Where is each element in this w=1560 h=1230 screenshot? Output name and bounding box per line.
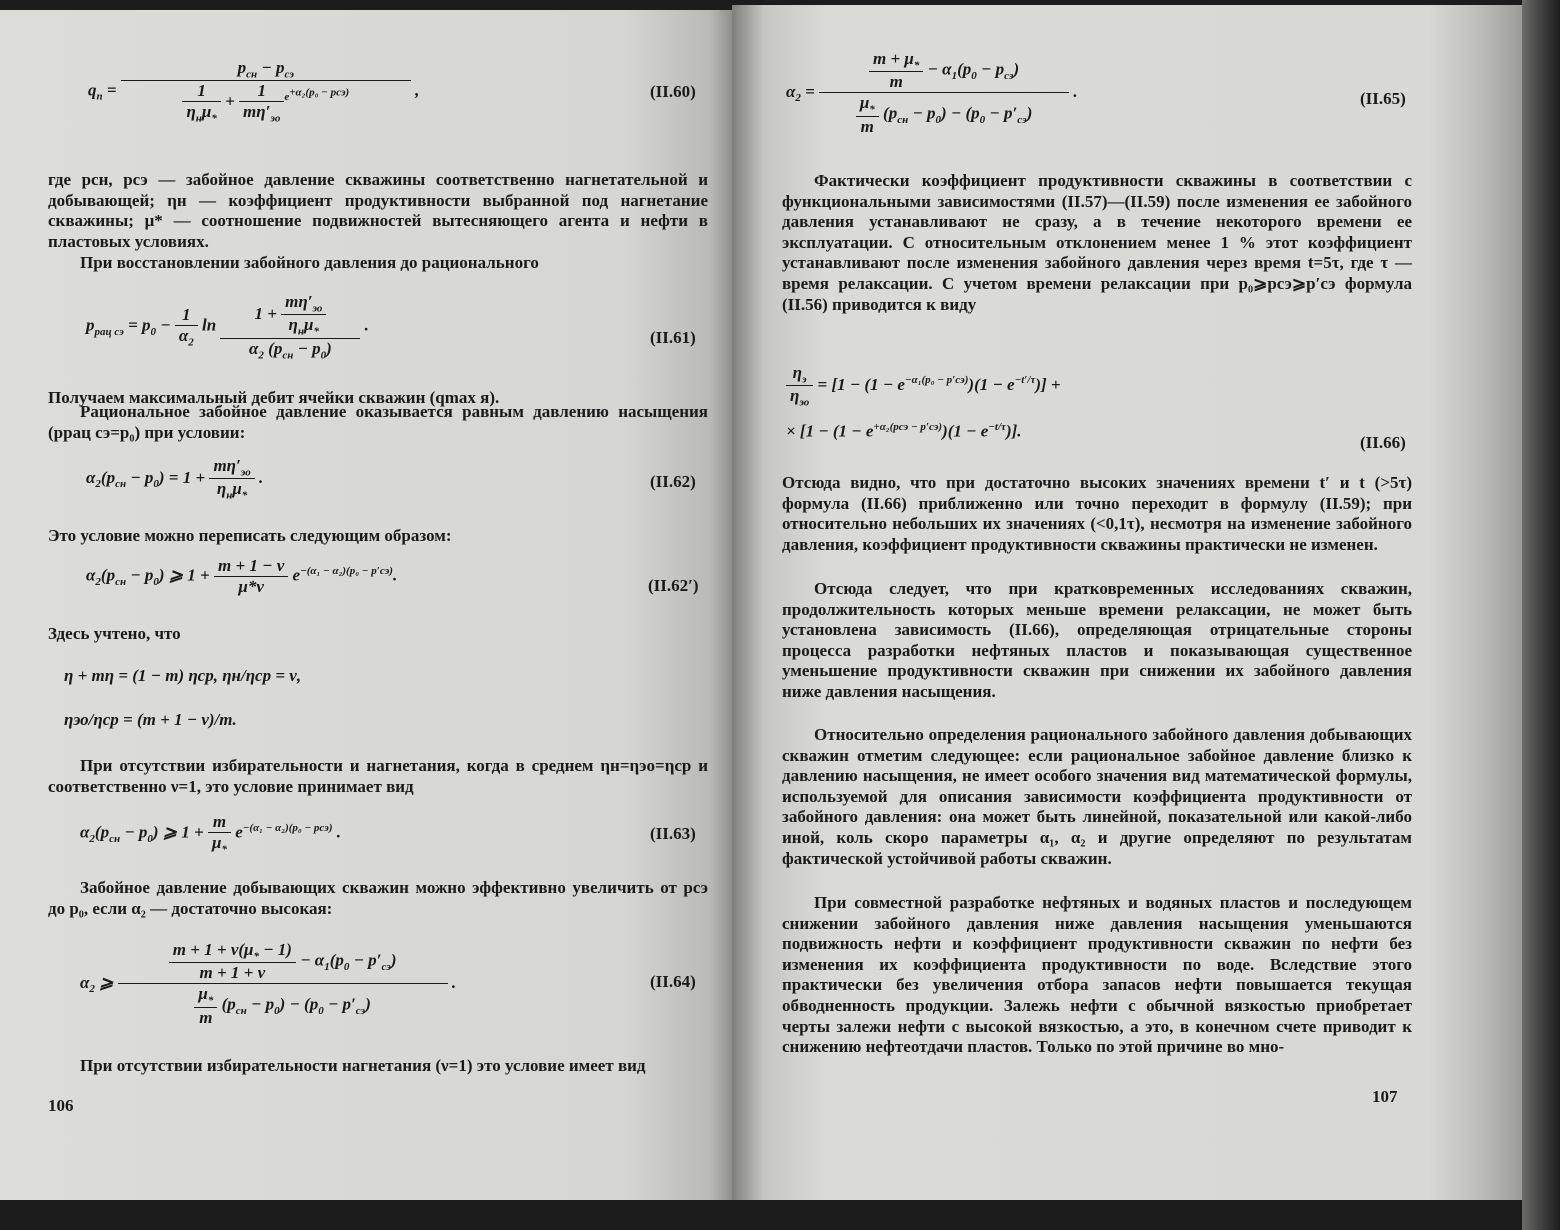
formula-ii66-line2: × $[1 - (1 - e^{+\alpha_2(pсэ - p'сэ)})(1 - e^{-t/\tau})]$. [786, 421, 1022, 441]
page-number: 106 [48, 1096, 74, 1115]
right-page [732, 5, 1522, 1200]
eq-number: (II.60) [650, 82, 696, 101]
formula-ii60: $q_п$ = $p_{сн} - p_{сэ}$ $\frac{1}{\eta_н\mu_*}$ + $\frac{1}{m\eta'_{эо}}$ $^{e^{+\alpha_2(p_0 - pсэ)}}$ , [88, 58, 420, 125]
formula-ii64: $\alpha_2$ ⩾ $\frac{m + 1 + \nu(\mu_* - 1)}{m + 1 + \nu}$ − $\alpha_1(p_0 - p'_{сэ})$ $\frac{\mu_*}{m}$ $(p_{сн} - p_0) - (p_0 - p'_{сэ})$ . [80, 940, 457, 1027]
text-block: Рациональное забойное давление оказывается равным давлению насыщения (pрац сэ=p₀) при условии: [48, 402, 708, 442]
text-block: При совместной разработке нефтяных и водяных пластов и последующем снижении забойного давления ниже давления насыщения уменьшаются подвижность нефти и коэффициент продуктивности скважин по нефти без изменения их коэффициента продуктивности по воде. Вследствие этого практически без увеличения отбора запасов нефти повышается текущая обводненность продукции. Залежь нефти с обычной вязкостью приобретает черты залежи нефти с высокой вязкостью, а это, в конечном счете приводит к снижению нефтеотдачи пластов. Только по этой причине во мно- [782, 893, 1412, 1057]
text-block: где pсн, pсэ — забойное давление скважины соответственно нагнетательной и добывающей; ηн — коэффициент продуктивности выбранной под нагнетание скважины; μ* — соотношение подвижностей вытесняющего агента и нефти в пластовых условиях. [48, 170, 708, 251]
page-number: 107 [1372, 1087, 1398, 1106]
text-block: Отсюда следует, что при кратковременных исследованиях скважин, продолжительность которых меньше времени релаксации, не может быть установлена зависимость (II.66), определяющая отрицательные стороны процесса разработки нефтяных пластов и показывающая существенное уменьшение продуктивности скважин при снижении их забойного давления ниже давления насыщения. [782, 579, 1412, 701]
text-block: Это условие можно переписать следующим образом: [48, 526, 452, 545]
formula-ii62-prime: $\alpha_2(p_{сн} - p_0)$ ⩾ 1 + $\frac{m + 1 - \nu}{\mu*\nu}$ $e^{-(\alpha_1 - \alpha_2)(p_0 - p'сэ)}$. [86, 556, 398, 596]
eq-number: (II.62′) [648, 576, 699, 595]
left-page [0, 10, 732, 1200]
text-block: При восстановлении забойного давления до рационального [80, 253, 539, 272]
eq-number: (II.66) [1360, 433, 1406, 452]
text-block: Забойное давление добывающих скважин можно эффективно увеличить от pсэ до p₀, если α₂ — достаточно высокая: [48, 878, 708, 918]
eq-number: (II.65) [1360, 89, 1406, 108]
formula-eta-relation: η + mη = (1 − m) ηср, ηн/ηср = ν, [64, 666, 302, 685]
eq-number: (II.63) [650, 824, 696, 843]
text-block: Фактически коэффициент продуктивности скважины в соответствии с функциональными зависимостями (II.57)—(II.59) после изменения ее забойного давления устанавливают не сразу, а в течение некоторого времени ее эксплуатации. С относительным отклонением менее 1 % этот коэффициент устанавливают после изменения забойного давления через время t=5τ, где τ — время релаксации. С учетом времени релаксации при p₀⩾pсэ⩾p′сэ формула (II.56) приводится к виду [782, 171, 1412, 314]
formula-ii63: $\alpha_2(p_{сн} - p_0)$ ⩾ 1 + $\frac{m}{\mu_*}$ $e^{-(\alpha_1 - \alpha_2)(p_0 - pсэ)}$ . [80, 812, 342, 856]
formula-eta-ratio: ηэо/ηср = (m + 1 − ν)/m. [64, 710, 237, 729]
formula-ii61: $p_{рац сэ} = p_0$ − $\frac{1}{\alpha_2}$ ln 1 + $\frac{m\eta'_{эо}}{\eta_н\mu_*}$ $\alpha_2$ $(p_{сн} - p_0)$ . [86, 292, 369, 362]
formula-ii66-line1: $\frac{\eta_э}{\eta_{эо}}$ = $[1 - (1 - e^{-\alpha_1(p_0 - p'сэ)})(1 - e^{-t'/\tau})]$ + [786, 363, 1061, 409]
eq-number: (II.61) [650, 328, 696, 347]
eq-number: (II.62) [650, 472, 696, 491]
formula-ii62: $\alpha_2(p_{сн} - p_0) = 1$ + $\frac{m\eta'_{эо}}{\eta_н\mu_*}$ . [86, 456, 264, 502]
formula-ii65: $\alpha_2$ = $\frac{m + \mu_*}{m}$ − $\alpha_1(p_0 - p_{сэ})$ $\frac{\mu_*}{m}$ $(p_{сн} - p_0) - (p_0 - p'_{сэ})$ . [786, 49, 1078, 136]
text-block: Получаем максимальный дебит ячейки скважин (qmax я). [48, 388, 500, 407]
text-block: Относительно определения рационального забойного давления добывающих скважин отметим следующее: если рациональное забойное давление близко к давлению насыщения, не имеет особого значения вид математической формулы, используемой для описания зависимости коэффициента продуктивности от забойного давления: она может быть линейной, показательной или какой-либо иной, коль скоро параметры α₁, α₂ и другие определяют по результатам фактической устойчивой работы скважин. [782, 725, 1412, 868]
text-block: Отсюда видно, что при достаточно высоких значениях времени t′ и t (>5τ) формула (II.66) приближенно или точно переходит в формулу (II.59); при относительно небольших их значениях (<0,1τ), несмотря на изменение забойного давления, коэффициент продуктивности скважины практически не изменен. [782, 473, 1412, 554]
book-edge-shadow [1522, 0, 1560, 1230]
text-block: При отсутствии избирательности нагнетания (ν=1) это условие имеет вид [80, 1056, 646, 1075]
text-block: Здесь учтено, что [48, 624, 181, 643]
text-block: При отсутствии избирательности и нагнетания, когда в среднем ηн=ηэо=ηср и соответственно ν=1, это условие принимает вид [48, 756, 708, 796]
eq-number: (II.64) [650, 972, 696, 991]
